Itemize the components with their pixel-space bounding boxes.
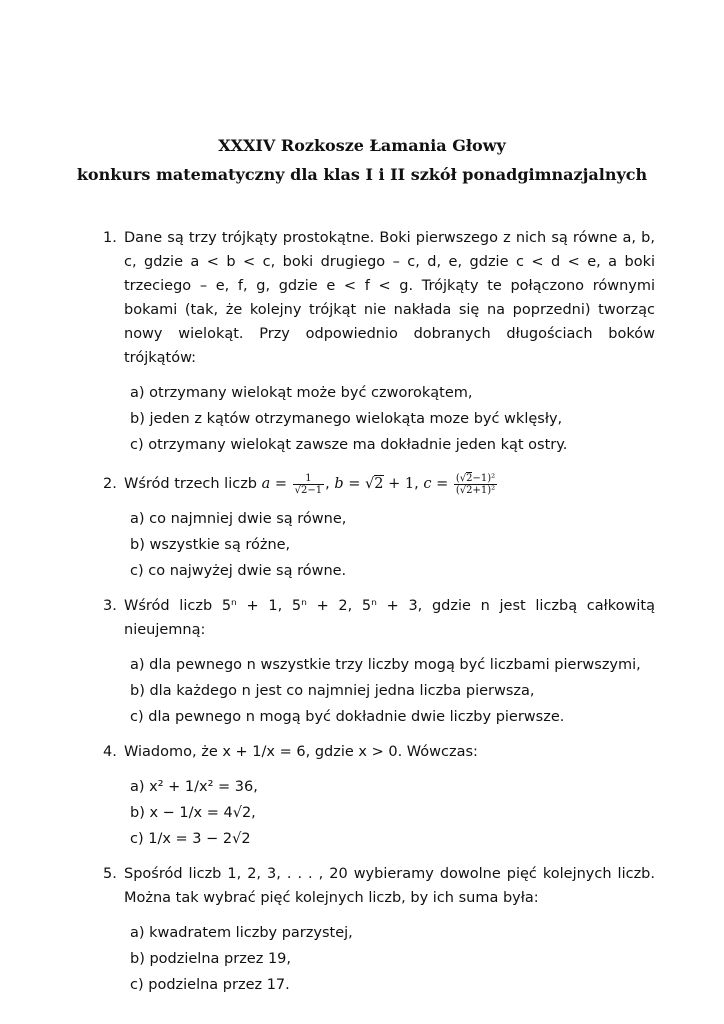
problem-text: Dane są trzy trójkąty prostokątne. Boki pierwszego z nich są równe a, b, c, gdzie a < b < c, boki drugiego – c, d, e, gdzie c < d < e, a boki trzeciego – e, f, g, gdzie e < f < g. Trójkąty te połączono równymi bokami (tak, że kolejny trójkąt nie nakłada się na poprzedni) tworząc nowy wielokąt. Przy odpowiednio dobranych długościach boków trójkątów: xyxy=(124,230,655,366)
option-b: b) podzielna przez 19, xyxy=(130,951,292,967)
option-c: c) co najwyżej dwie są równe. xyxy=(130,563,347,579)
option-list xyxy=(124,506,655,584)
problem-5 xyxy=(103,862,655,998)
option-c: c) 1/x = 3 − 2√2 xyxy=(130,831,251,847)
option-c: c) dla pewnego n mogą być dokładnie dwie liczby pierwsze. xyxy=(130,709,565,725)
option-a: a) dla pewnego n wszystkie trzy liczby mogą być liczbami pierwszymi, xyxy=(130,657,641,673)
problem-text xyxy=(124,472,655,496)
option-a: a) kwadratem liczby parzystej, xyxy=(130,925,353,941)
problem-number: 2. xyxy=(103,476,117,492)
option-list xyxy=(124,380,655,458)
problem-text: Spośród liczb 1, 2, 3, . . . , 20 wybieramy dowolne pięć kolejnych liczb. Można tak wybrać pięć kolejnych liczb, by ich suma była: xyxy=(124,866,655,906)
expr-c: c = $\frac{\text{(√2−1)²}}{\text{(√2+1)²}}$ xyxy=(423,472,496,496)
problem-text-prefix: Wśród trzech liczb xyxy=(124,476,258,492)
document-title: XXXIV Rozkosze Łamania Głowy xyxy=(218,136,506,155)
option-b: b) wszystkie są różne, xyxy=(130,537,291,553)
problem-2 xyxy=(103,472,655,584)
problem-1 xyxy=(103,226,655,458)
option-a: a) otrzymany wielokąt może być czworokątem, xyxy=(130,385,473,401)
expr-a: a = $\frac{1}{√2-1}$ , xyxy=(261,472,330,496)
option-b: b) x − 1/x = 4√2, xyxy=(130,805,256,821)
document-subtitle: konkurs matematyczny dla klas I i II szkół ponadgimnazjalnych xyxy=(76,165,648,184)
problem-4 xyxy=(103,740,655,852)
option-c: c) otrzymany wielokąt zawsze ma dokładnie jeden kąt ostry. xyxy=(130,437,568,453)
option-list xyxy=(124,774,655,852)
expr-b: b = √2 + 1, xyxy=(334,476,419,492)
problem-text: Wiadomo, że x + 1/x = 6, gdzie x > 0. Wówczas: xyxy=(124,744,478,760)
problem-number: 4. xyxy=(103,744,117,760)
option-list xyxy=(124,652,655,730)
problem-number: 1. xyxy=(103,230,117,246)
option-b: b) jeden z kątów otrzymanego wielokąta moze być wklęsły, xyxy=(130,411,563,427)
problem-number: 5. xyxy=(103,866,117,882)
option-list xyxy=(124,920,655,998)
problem-number: 3. xyxy=(103,598,117,614)
problem-3 xyxy=(103,594,655,730)
option-a: a) x² + 1/x² = 36, xyxy=(130,779,258,795)
option-c: c) podzielna przez 17. xyxy=(130,977,290,993)
option-b: b) dla każdego n jest co najmniej jedna liczba pierwsza, xyxy=(130,683,535,699)
problem-list xyxy=(103,226,655,998)
problem-text: Wśród liczb 5ⁿ + 1, 5ⁿ + 2, 5ⁿ + 3, gdzie n jest liczbą całkowitą nieujemną: xyxy=(124,598,655,638)
option-a: a) co najmniej dwie są równe, xyxy=(130,511,347,527)
